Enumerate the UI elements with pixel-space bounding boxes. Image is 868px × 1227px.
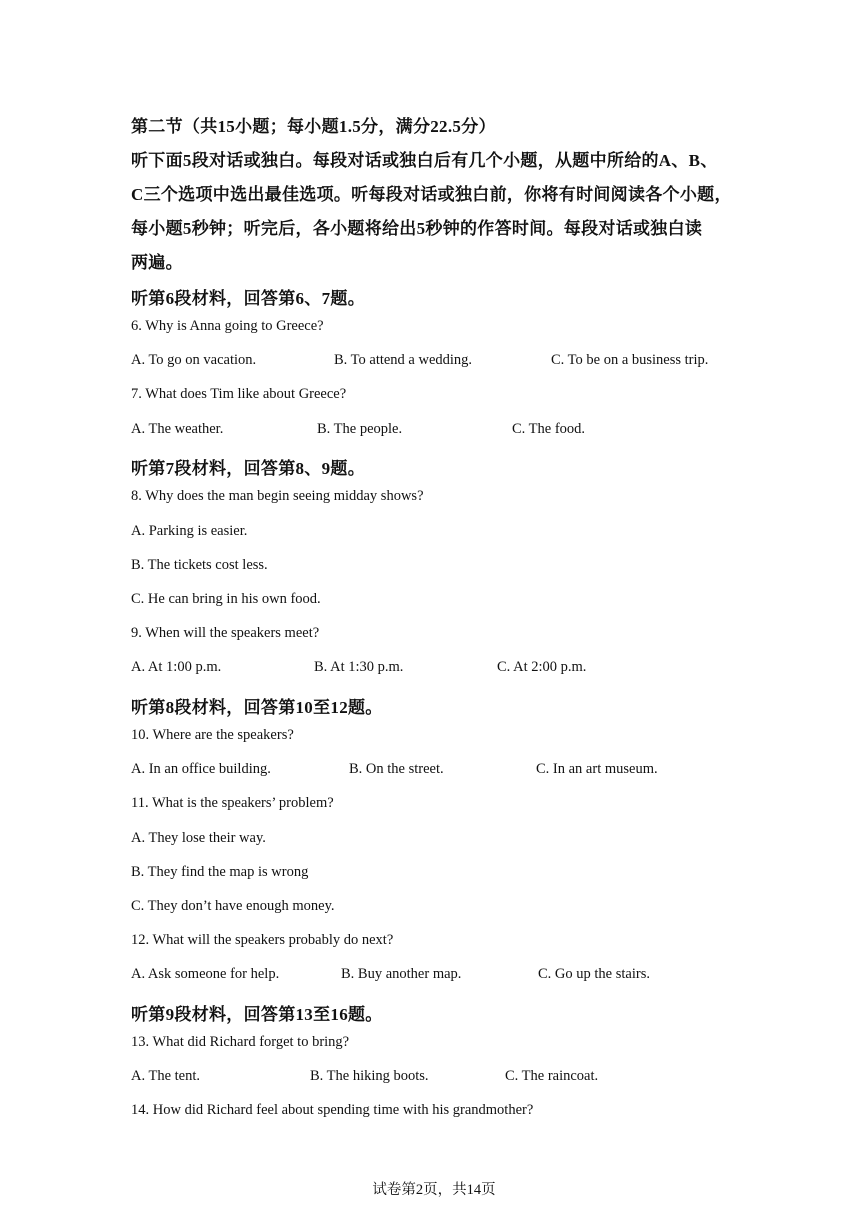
group-heading-6: 听第6段材料，回答第6、7题。 bbox=[131, 289, 365, 308]
instructions-line-3: 每小题5秒钟；听完后，各小题将给出5秒钟的作答时间。每段对话或独白读 bbox=[131, 219, 703, 238]
question-6-stem: 6. Why is Anna going to Greece? bbox=[131, 318, 324, 334]
instructions-line-2: C三个选项中选出最佳选项。听每段对话或独白前，你将有时间阅读各个小题， bbox=[131, 185, 732, 204]
question-11-option-a: A. They lose their way. bbox=[131, 830, 266, 846]
question-6-option-a: A. To go on vacation. bbox=[131, 352, 257, 368]
question-11-option-b: B. They find the map is wrong bbox=[131, 864, 309, 880]
question-13-option-b: B. The hiking boots. bbox=[310, 1068, 429, 1084]
question-13-stem: 13. What did Richard forget to bring? bbox=[131, 1034, 350, 1050]
group-heading-9: 听第9段材料，回答第13至16题。 bbox=[131, 1005, 383, 1024]
question-12-option-c: C. Go up the stairs. bbox=[538, 966, 650, 982]
question-9-option-a: A. At 1:00 p.m. bbox=[131, 659, 222, 675]
question-12-stem: 12. What will the speakers probably do next? bbox=[131, 932, 394, 948]
group-heading-7: 听第7段材料，回答第8、9题。 bbox=[131, 459, 365, 478]
question-11-stem: 11. What is the speakers’ problem? bbox=[131, 795, 334, 811]
page-footer: 试卷第2页，共14页 bbox=[372, 1182, 496, 1198]
question-6-option-c: C. To be on a business trip. bbox=[551, 352, 709, 368]
section-title: 第二节（共15小题；每小题1.5分，满分22.5分） bbox=[131, 117, 496, 136]
question-7-option-b: B. The people. bbox=[317, 421, 403, 437]
question-11-option-c: C. They don’t have enough money. bbox=[131, 898, 335, 914]
group-heading-8: 听第8段材料，回答第10至12题。 bbox=[131, 698, 383, 717]
instructions-line-1: 听下面5段对话或独白。每段对话或独白后有几个小题，从题中所给的A、B、 bbox=[131, 151, 718, 170]
question-8-stem: 8. Why does the man begin seeing midday shows? bbox=[131, 488, 424, 504]
instructions-line-4: 两遍。 bbox=[131, 253, 183, 272]
question-10-stem: 10. Where are the speakers? bbox=[131, 727, 294, 743]
question-9-option-b: B. At 1:30 p.m. bbox=[314, 659, 404, 675]
question-8-option-b: B. The tickets cost less. bbox=[131, 557, 268, 573]
question-12-option-b: B. Buy another map. bbox=[341, 966, 462, 982]
question-10-option-a: A. In an office building. bbox=[131, 761, 271, 777]
question-10-option-b: B. On the street. bbox=[349, 761, 444, 777]
question-8-option-a: A. Parking is easier. bbox=[131, 523, 248, 539]
question-7-option-c: C. The food. bbox=[512, 421, 586, 437]
question-9-option-c: C. At 2:00 p.m. bbox=[497, 659, 587, 675]
question-14-stem: 14. How did Richard feel about spending time with his grandmother? bbox=[131, 1102, 534, 1118]
question-7-stem: 7. What does Tim like about Greece? bbox=[131, 386, 347, 402]
question-9-stem: 9. When will the speakers meet? bbox=[131, 625, 320, 641]
question-12-option-a: A. Ask someone for help. bbox=[131, 966, 280, 982]
question-13-option-c: C. The raincoat. bbox=[505, 1068, 599, 1084]
question-7-option-a: A. The weather. bbox=[131, 421, 224, 437]
question-8-option-c: C. He can bring in his own food. bbox=[131, 591, 321, 607]
question-13-option-a: A. The tent. bbox=[131, 1068, 200, 1084]
question-10-option-c: C. In an art museum. bbox=[536, 761, 658, 777]
question-6-option-b: B. To attend a wedding. bbox=[334, 352, 473, 368]
